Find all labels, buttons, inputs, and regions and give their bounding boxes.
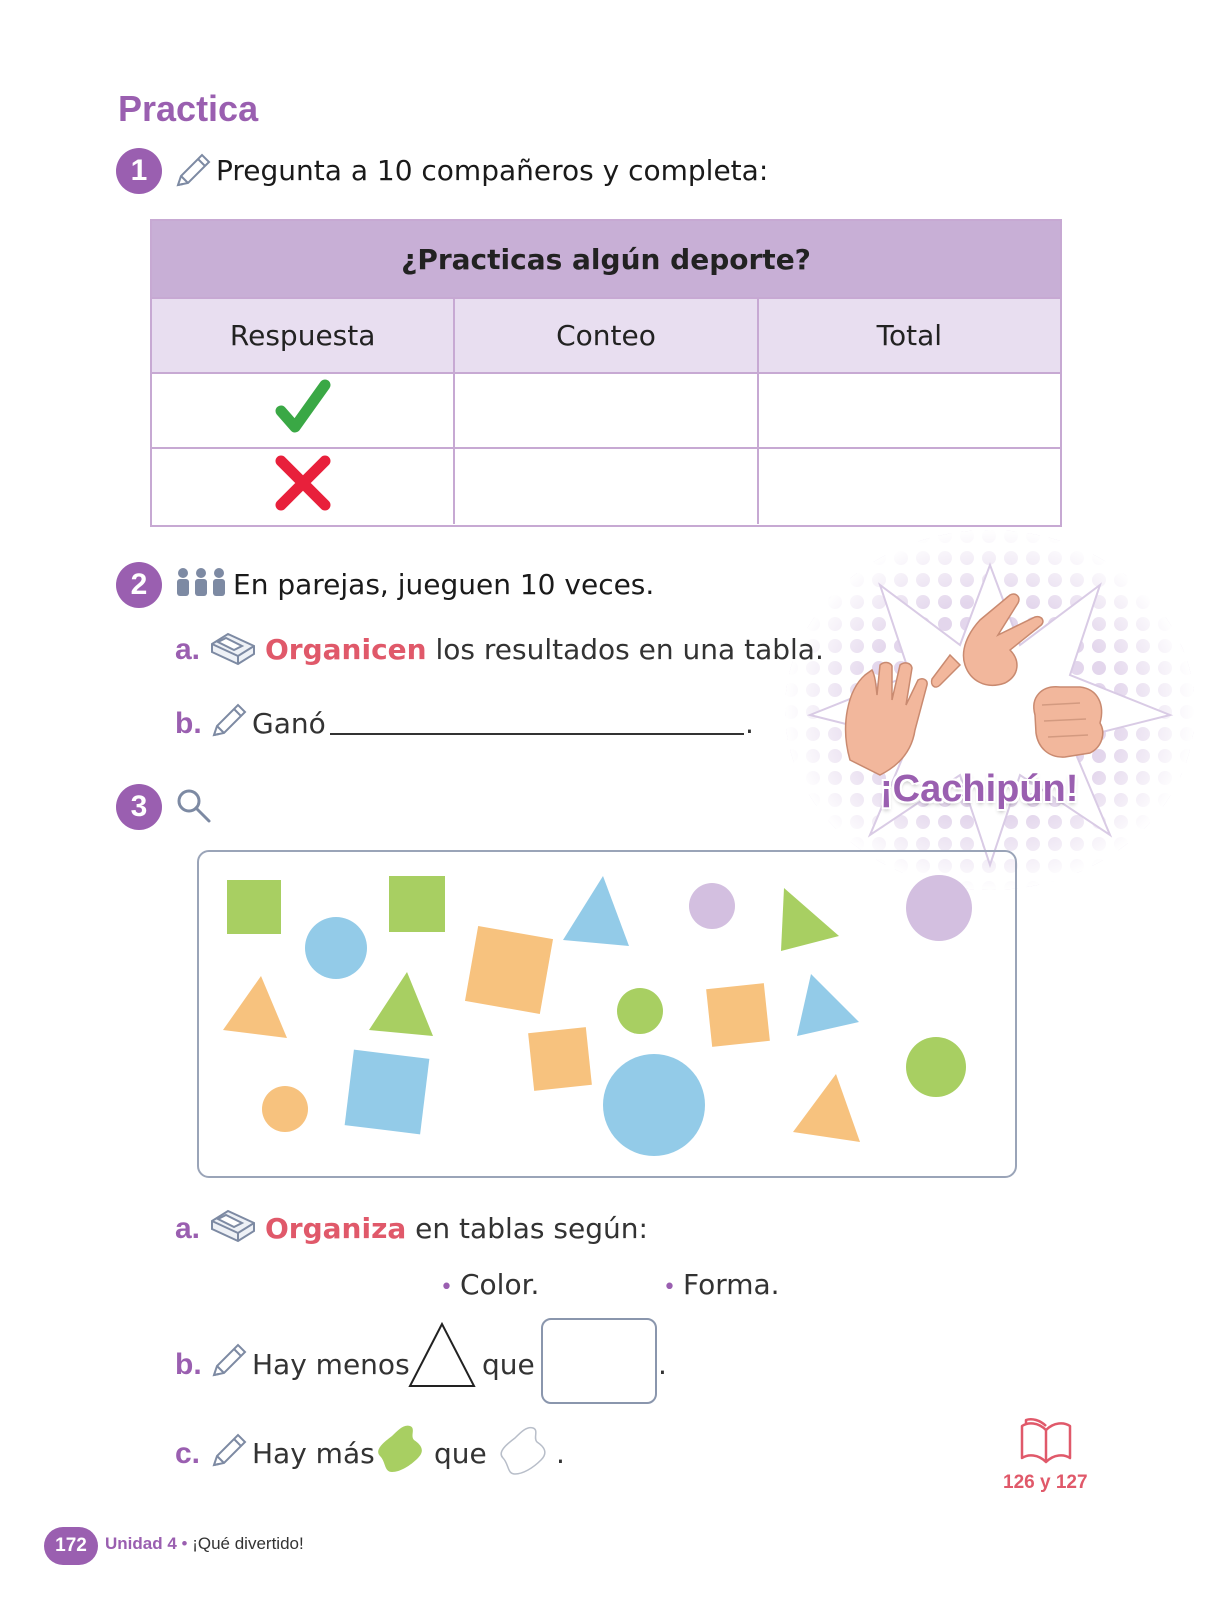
table-row-yes bbox=[152, 374, 1060, 449]
green-circle bbox=[906, 1037, 966, 1097]
column-header-conteo: Conteo bbox=[455, 299, 758, 372]
item-3c-text2: que bbox=[434, 1437, 487, 1470]
item-letter-3a: a. bbox=[175, 1212, 201, 1245]
magnifier-icon bbox=[174, 786, 214, 830]
item-3b-text1: Hay menos bbox=[252, 1348, 410, 1381]
open-book-icon bbox=[1018, 1416, 1074, 1470]
item-2b-text: Ganó bbox=[252, 707, 326, 740]
orange-square bbox=[706, 983, 770, 1047]
green-square bbox=[389, 876, 445, 932]
item-letter-2a: a. bbox=[175, 633, 201, 666]
book-reference: 126 y 127 bbox=[1003, 1472, 1088, 1493]
answer-cell-no bbox=[152, 449, 455, 524]
count-cell-yes[interactable] bbox=[455, 374, 758, 447]
shapes-canvas bbox=[199, 852, 1019, 1180]
blue-circle bbox=[305, 917, 367, 979]
answer-line-winner[interactable] bbox=[330, 733, 744, 735]
question-number-2: 2 bbox=[116, 562, 162, 608]
item-3a-text bbox=[265, 1212, 648, 1245]
footer-unit-title: ¡Qué divertido! bbox=[192, 1534, 304, 1553]
question-number-1: 1 bbox=[116, 148, 162, 194]
item-letter-3b: b. bbox=[175, 1348, 202, 1381]
green-triangle bbox=[369, 972, 433, 1036]
section-title: Practica bbox=[118, 88, 259, 129]
item-3b-text2: que bbox=[482, 1348, 535, 1381]
orange-circle bbox=[262, 1086, 308, 1132]
total-cell-no[interactable] bbox=[759, 449, 1060, 524]
bullet-forma-label: Forma. bbox=[682, 1268, 780, 1301]
question-2-text: En parejas, jueguen 10 veces. bbox=[233, 568, 655, 601]
bullet-dot: • bbox=[663, 1275, 683, 1300]
bullet-color-label: Color. bbox=[459, 1268, 540, 1301]
column-header-total: Total bbox=[876, 319, 943, 352]
item-letter-3c: c. bbox=[175, 1437, 201, 1470]
answer-cell-yes bbox=[152, 374, 455, 447]
orange-triangle bbox=[793, 1074, 860, 1142]
blue-triangle bbox=[797, 974, 859, 1036]
pencil-icon bbox=[172, 152, 212, 194]
pencil-icon bbox=[208, 702, 248, 744]
orange-square bbox=[528, 1027, 592, 1091]
lilac-circle bbox=[906, 875, 972, 941]
table-row-no bbox=[152, 449, 1060, 524]
checkmark-icon bbox=[275, 377, 331, 444]
group-icon bbox=[174, 566, 228, 602]
question-number-3-label: 3 bbox=[130, 790, 148, 823]
item-3c-text1: Hay más bbox=[252, 1437, 375, 1470]
triangle-outline-icon bbox=[406, 1320, 478, 1394]
item-3a-rest: en tablas según: bbox=[406, 1212, 648, 1245]
shape-answer-box[interactable] bbox=[541, 1318, 657, 1404]
cross-icon bbox=[273, 453, 333, 520]
footer-separator: • bbox=[176, 1534, 193, 1553]
blank-scribble-icon bbox=[493, 1418, 553, 1484]
item-2b-period: . bbox=[745, 707, 754, 740]
orange-square bbox=[465, 926, 553, 1014]
rock-hand bbox=[1034, 687, 1103, 757]
shapes-panel bbox=[197, 850, 1017, 1178]
orange-triangle bbox=[223, 976, 287, 1038]
green-triangle bbox=[781, 888, 839, 951]
eraser-icon bbox=[208, 630, 258, 672]
total-cell-yes[interactable] bbox=[759, 374, 1060, 447]
item-3a-highlight: Organiza bbox=[265, 1212, 407, 1245]
question-number-3 bbox=[116, 784, 162, 830]
green-scribble-icon bbox=[370, 1416, 430, 1482]
eraser-icon bbox=[208, 1207, 258, 1249]
green-circle bbox=[617, 988, 663, 1034]
item-3b-period: . bbox=[658, 1348, 667, 1381]
lilac-circle bbox=[689, 883, 735, 929]
item-letter-2b: b. bbox=[175, 707, 202, 740]
pencil-icon bbox=[208, 1432, 248, 1474]
survey-table bbox=[150, 219, 1062, 527]
footer-unit bbox=[105, 1534, 304, 1554]
table-title: ¿Practicas algún deporte? bbox=[152, 221, 1060, 299]
pencil-icon bbox=[208, 1342, 248, 1384]
bullet-forma bbox=[663, 1268, 780, 1301]
bullet-dot: • bbox=[440, 1275, 460, 1300]
blue-triangle bbox=[563, 876, 629, 946]
item-2a-text bbox=[265, 633, 824, 666]
item-2a-rest: los resultados en una tabla. bbox=[426, 633, 824, 666]
bullet-color bbox=[440, 1268, 539, 1301]
cachipun-illustration bbox=[780, 525, 1200, 895]
cachipun-label: ¡Cachipún! bbox=[880, 768, 1079, 810]
page-number: 172 bbox=[44, 1527, 98, 1565]
blue-circle bbox=[603, 1054, 705, 1156]
item-3c-period: . bbox=[556, 1437, 565, 1470]
column-header-respuesta: Respuesta bbox=[152, 299, 455, 372]
footer-unit-label: Unidad 4 bbox=[105, 1534, 177, 1553]
question-1-text: Pregunta a 10 compañeros y completa: bbox=[216, 154, 769, 187]
green-square bbox=[227, 880, 281, 934]
count-cell-no[interactable] bbox=[455, 449, 758, 524]
blue-square bbox=[345, 1050, 430, 1135]
item-2a-highlight: Organicen bbox=[265, 633, 427, 666]
table-header-row bbox=[152, 299, 1060, 374]
